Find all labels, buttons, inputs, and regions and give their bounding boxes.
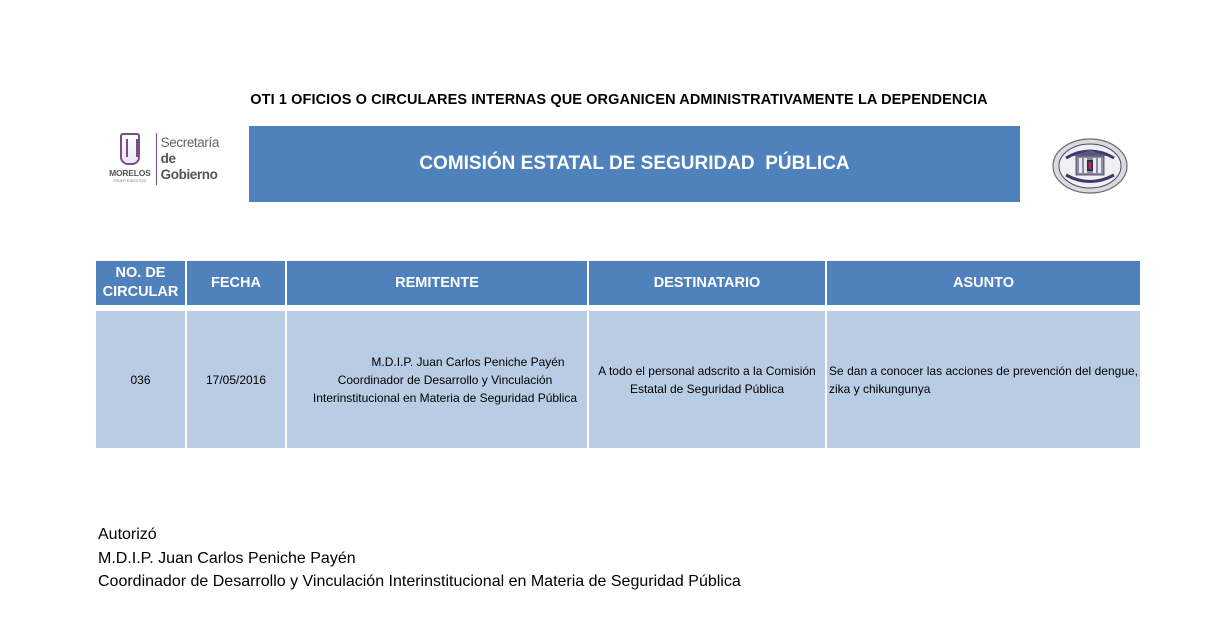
table-header-row: [96, 261, 1140, 305]
logo-words: [161, 135, 232, 183]
logo-line-2: de Gobierno: [160, 151, 218, 182]
remitente-position-line2: Interinstitucional en Materia de Seguridad Pública: [312, 390, 578, 405]
signature-name: M.D.I.P. Juan Carlos Peniche Payén: [98, 549, 356, 567]
signature-label: Autorizó: [98, 526, 157, 543]
logo-state-sub: PODER EJECUTIVO: [113, 179, 147, 183]
header-remitente: REMITENTE: [287, 261, 587, 305]
header-no-circular-line1: NO. DE: [115, 265, 166, 281]
logo-state-name: MORELOS: [109, 168, 151, 178]
remitente-name: M.D.I.P. Juan Carlos Peniche Payén: [371, 354, 565, 369]
signature-position: Coordinador de Desarrollo y Vinculación Interinstitucional en Materia de Seguridad Pública: [98, 573, 741, 590]
cell-remitente: [287, 311, 587, 448]
header-fecha: FECHA: [187, 261, 285, 305]
logo-divider: [156, 133, 157, 185]
header-no-circular-line2: CIRCULAR: [102, 284, 179, 300]
secretaria-de-gobierno-logo: [108, 126, 232, 192]
morelos-seal: [108, 129, 152, 189]
comision-estatal-seguridad-emblem-icon: [1052, 138, 1128, 194]
logo-line-1: Secretaría: [160, 135, 219, 150]
cell-destinatario: A todo el personal adscrito a la Comisión Estatal de Seguridad Pública: [589, 311, 825, 448]
morelos-seal-icon: [120, 133, 140, 165]
cell-asunto: Se dan a conocer las acciones de prevención del dengue, zika y chikungunya: [827, 311, 1140, 448]
remitente-position-line1: Coordinador de Desarrollo y Vinculación: [337, 372, 553, 387]
cell-fecha: 17/05/2016: [187, 311, 285, 448]
emblem-svg: [1052, 138, 1128, 194]
document-title: OTI 1 OFICIOS O CIRCULARES INTERNAS QUE ORGANICEN ADMINISTRATIVAMENTE LA DEPENDENCIA: [250, 92, 988, 108]
table-row: [96, 311, 1140, 448]
header-destinatario: DESTINATARIO: [589, 261, 825, 305]
header-asunto: ASUNTO: [827, 261, 1140, 305]
agency-banner: COMISIÓN ESTATAL DE SEGURIDAD PÚBLICA: [249, 126, 1020, 202]
cell-no-circular: 036: [96, 311, 185, 448]
header-separator: [96, 307, 1140, 309]
circulares-table: [94, 259, 1142, 450]
header-no-circular: [96, 261, 185, 305]
signature-block: [98, 523, 741, 594]
